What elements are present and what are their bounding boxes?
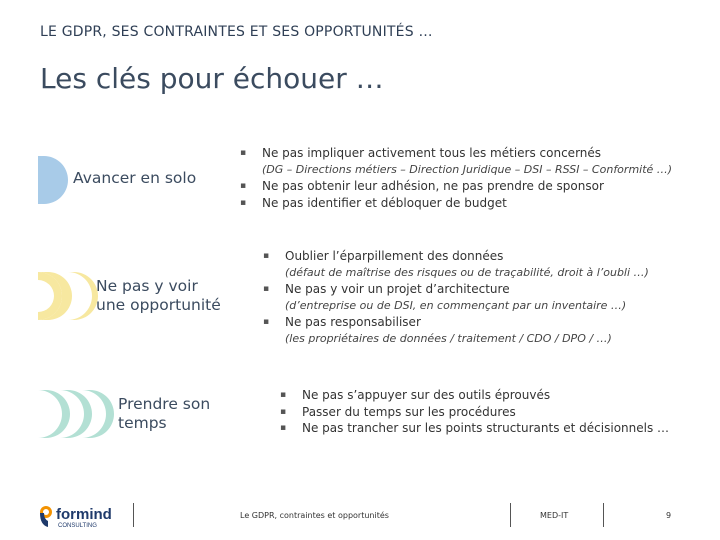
item-text: Ne pas y voir un projet d’architecture <box>285 282 510 296</box>
page-number: 9 <box>666 511 672 520</box>
formind-logo-mark <box>38 503 128 529</box>
slide-header: LE GDPR, SES CONTRAINTES ET SES OPPORTUNITÉS … <box>40 24 433 40</box>
bullet-icon: ▪ <box>240 181 247 191</box>
section-label-opportunite <box>96 277 221 315</box>
list-item <box>240 195 710 212</box>
bullet-icon: ▪ <box>263 317 270 327</box>
item-text: Ne pas impliquer activement tous les métiers concernés <box>262 146 602 160</box>
list-item <box>263 281 703 314</box>
formind-logo <box>38 503 128 533</box>
footer-event: MED-IT <box>540 511 569 520</box>
footer-center-text: Le GDPR, contraintes et opportunités <box>240 511 389 520</box>
section-label-temps <box>118 395 210 433</box>
item-subtext: (d’entreprise ou de DSI, en commençant par un inventaire …) <box>285 298 627 312</box>
item-text: Ne pas identifier et débloquer de budget <box>262 195 507 210</box>
item-text: Ne pas s’appuyer sur des outils éprouvés <box>302 388 551 402</box>
item-text: Oublier l’éparpillement des données <box>285 249 504 263</box>
logo-name: formind <box>56 506 112 523</box>
section-label-solo: Avancer en solo <box>73 169 197 187</box>
footer-divider <box>510 503 511 527</box>
bullet-icon: ▪ <box>240 148 247 158</box>
logo-sub: CONSULTING <box>58 523 97 529</box>
bullet-icon: ▪ <box>263 284 270 294</box>
item-text: Ne pas obtenir leur adhésion, ne pas prendre de sponsor <box>262 179 604 193</box>
list-item <box>240 178 710 195</box>
slide-title: Les clés pour échouer … <box>40 62 384 95</box>
bullet-list-solo <box>240 145 710 211</box>
list-item <box>280 420 700 437</box>
chevron-icon-blue <box>38 156 68 204</box>
bullet-icon: ▪ <box>240 197 247 208</box>
chevron-icon-green <box>38 390 118 438</box>
item-text: Passer du temps sur les procédures <box>302 404 516 419</box>
item-subtext: (les propriétaires de données / traitement / CDO / DPO / …) <box>285 331 612 345</box>
bullet-icon: ▪ <box>280 390 287 400</box>
section-label-line2: temps <box>118 414 167 432</box>
list-item <box>280 404 700 421</box>
chevron-icon-yellow <box>38 272 98 320</box>
bullet-icon: ▪ <box>263 251 270 261</box>
list-item <box>263 248 703 281</box>
bullet-list-temps <box>280 387 700 437</box>
item-text: Ne pas responsabiliser <box>285 315 421 329</box>
bullet-icon: ▪ <box>280 406 287 417</box>
bullet-icon: ▪ <box>280 423 287 433</box>
bullet-list-opportunite <box>263 248 703 347</box>
item-subtext: (défaut de maîtrise des risques ou de traçabilité, droit à l’oubli …) <box>285 265 649 279</box>
section-label-line2: une opportunité <box>96 296 221 314</box>
list-item <box>263 314 703 347</box>
list-item <box>280 387 700 404</box>
section-label-line1: Prendre son <box>118 395 211 413</box>
list-item <box>240 145 710 178</box>
item-text: Ne pas trancher sur les points structurants et décisionnels … <box>302 421 670 435</box>
section-label-line1: Ne pas y voir <box>96 277 198 295</box>
item-subtext: (DG – Directions métiers – Direction Juridique – DSI – RSSI – Conformité …) <box>262 162 673 176</box>
footer-divider <box>603 503 604 527</box>
footer-divider <box>133 503 134 527</box>
